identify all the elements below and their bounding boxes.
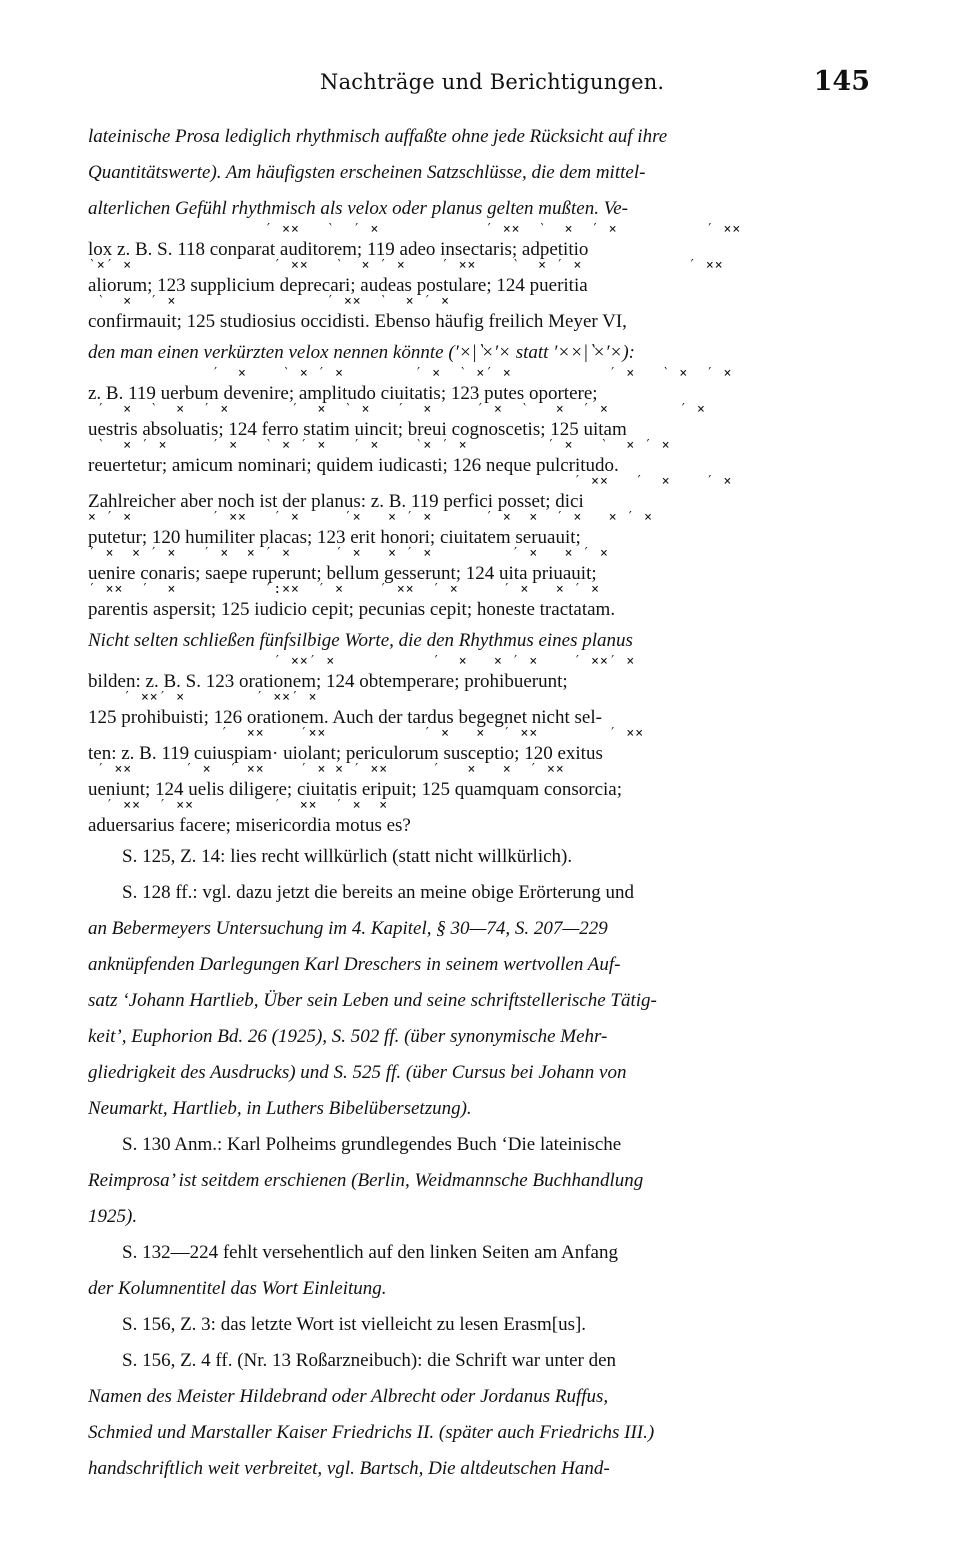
text-line: 125 prohibuisti; 126 orationem. Auch der tardus begegnet nicht sel-: [88, 707, 602, 728]
metrical-marks: ′ ×× ′ × ′ ×× ′ × × ′ ×× ′ × × ′ ××: [88, 763, 565, 777]
text-line: Namen des Meister Hildebrand oder Albrecht oder Jordanus Ruffus,: [88, 1386, 609, 1407]
metrical-marks: ‵×′ × ′ ×× ‵ × ′ × ′ ×× ‵ × ′ × ′ ××: [88, 259, 724, 273]
metrical-marks: ′ × ‵ × ′ × ′ × ‵ ×′ × ′ × ‵ × ′ ×: [88, 367, 733, 381]
text-line: Zahlreicher aber noch ist der planus: z. B. 119 perfici posset; dici: [88, 491, 584, 512]
page-header: [88, 66, 872, 102]
text-line: Schmied und Marstaller Kaiser Friedrichs II. (später auch Friedrichs III.): [88, 1422, 655, 1443]
text-line: handschriftlich weit verbreitet, vgl. Bartsch, Die altdeutschen Hand-: [88, 1458, 610, 1479]
text-line: reuertetur; amicum nominari; quidem iudicasti; 126 neque pulcritudo.: [88, 455, 619, 476]
metrical-marks: ′ ××′ × ′ ××′ ×: [88, 691, 318, 705]
text-line: uestris absoluatis; 124 ferro statim uincit; breui cognoscetis; 125 uitam: [88, 419, 627, 440]
text-line: anknüpfenden Darlegungen Karl Dreschers in seinem wertvollen Auf-: [88, 954, 621, 975]
text-line: ten: z. B. 119 cuiuspiam· uiolant; periculorum susceptio; 120 exitus: [88, 743, 603, 764]
metrical-marks: ′ × × ′ × ′ × × ′ × ′ × × ′ × ′ × × ′ ×: [88, 547, 609, 561]
metrical-marks: ‵ × ′ × ′ × ‵ × ′ × ′ × ‵× ′ × ′ × ‵ × ′ ×: [88, 439, 671, 453]
metrical-marks: ′ ×× ‵ ′ × ′ ×× ‵ × ′ × ′ ××: [88, 223, 742, 237]
metrical-marks: ′ ×× ′ × ′ ×: [88, 475, 733, 489]
text-line: parentis aspersit; 125 iudicio cepit; pecunias cepit; honeste tractatam.: [88, 599, 616, 620]
text-line: S. 132—224 fehlt versehentlich auf den linken Seiten am Anfang: [122, 1242, 618, 1263]
text-line: Nicht selten schließen fünfsilbige Worte, die den Rhythmus eines planus: [88, 630, 633, 651]
page-number: 145: [813, 66, 870, 97]
body-text: [88, 119, 872, 1487]
text-line: z. B. 119 uerbum devenire; amplitudo ciuitatis; 123 putes oportere;: [88, 383, 598, 404]
text-line: S. 128 ff.: vgl. dazu jetzt die bereits an meine obige Erörterung und: [122, 882, 634, 903]
metrical-marks: × ′ × ′ ×× ′ × ′× × ′ × ′ × × ′ × × ′ ×: [88, 511, 653, 525]
metrical-marks: ‵ × ′ × ′ ×× ‵ × ′ ×: [88, 295, 450, 309]
text-line: der Kolumnentitel das Wort Einleitung.: [88, 1278, 387, 1299]
text-line: Quantitätswerte). Am häufigsten erscheinen Satzschlüsse, die dem mittel-: [88, 162, 646, 183]
text-line: aduersarius facere; misericordia motus es?: [88, 815, 411, 836]
text-line: lox z. B. S. 118 conparat auditorem; 119 adeo insectaris; adpetitio: [88, 239, 589, 260]
metrical-marks: ′ ×× ′ × ′:×× ′ × ′ ×× ′ × ′ × × ′ ×: [88, 583, 600, 597]
running-head: Nachträge und Berichtigungen.: [320, 70, 665, 94]
text-line: Reimprosa’ ist seitdem erschienen (Berlin, Weidmannsche Buchhandlung: [88, 1170, 644, 1191]
text-line: keit’, Euphorion Bd. 26 (1925), S. 502 ff. (über synonymische Mehr-: [88, 1026, 608, 1047]
text-line: an Bebermeyers Untersuchung im 4. Kapitel, § 30—74, S. 207—229: [88, 918, 608, 939]
metrical-marks: ′ ×× ′×× ′ × × ′ ×× ′ ××: [88, 727, 645, 741]
text-line: putetur; 120 humiliter placas; 123 erit honori; ciuitatem seruauit;: [88, 527, 581, 548]
text-line: den man einen verkürzten velox nennen könnte (′×|‵×′× statt ′××|‵×′×):: [88, 342, 635, 363]
text-line: alterlichen Gefühl rhythmisch als velox oder planus gelten mußten. Ve-: [88, 198, 628, 219]
text-line: S. 125, Z. 14: lies recht willkürlich (statt nicht willkürlich).: [122, 846, 573, 867]
metrical-marks: ′ ×× ′ ×× ′ ×× ′ × ×: [88, 799, 389, 813]
text-line: satz ‘Johann Hartlieb, Über sein Leben und seine schriftstellerische Tätig-: [88, 990, 657, 1011]
text-line: lateinische Prosa lediglich rhythmisch auffaßte ohne jede Rücksicht auf ihre: [88, 126, 668, 147]
text-line: 1925).: [88, 1206, 138, 1227]
metrical-marks: ′ × ‵ × ′ × ′ × ‵ × ′ × ′ × ‵ × ′ × ′ ×: [88, 403, 706, 417]
text-line: S. 156, Z. 3: das letzte Wort ist vielleicht zu lesen Erasm[us].: [122, 1314, 587, 1335]
text-line: aliorum; 123 supplicium deprecari; audeas postulare; 124 pueritia: [88, 275, 588, 296]
text-line: ueniunt; 124 uelis diligere; ciuitatis eripuit; 125 quamquam consorcia;: [88, 779, 622, 800]
text-line: gliedrigkeit des Ausdrucks) und S. 525 ff. (über Cursus bei Johann von: [88, 1062, 627, 1083]
text-line: S. 156, Z. 4 ff. (Nr. 13 Roßarzneibuch): die Schrift war unter den: [122, 1350, 617, 1371]
metrical-marks: ′ ××′ × ′ × × ′ × ′ ××′ ×: [88, 655, 636, 669]
text-line: uenire conaris; saepe ruperunt; bellum gesserunt; 124 uita priuauit;: [88, 563, 597, 584]
text-line: confirmauit; 125 studiosius occidisti. Ebenso häufig freilich Meyer VI,: [88, 311, 627, 332]
text-line: S. 130 Anm.: Karl Polheims grundlegendes Buch ‘Die lateinische: [122, 1134, 622, 1155]
text-line: Neumarkt, Hartlieb, in Luthers Bibelübersetzung).: [88, 1098, 472, 1119]
text-line: bilden: z. B. S. 123 orationem; 124 obtemperare; prohibuerunt;: [88, 671, 568, 692]
